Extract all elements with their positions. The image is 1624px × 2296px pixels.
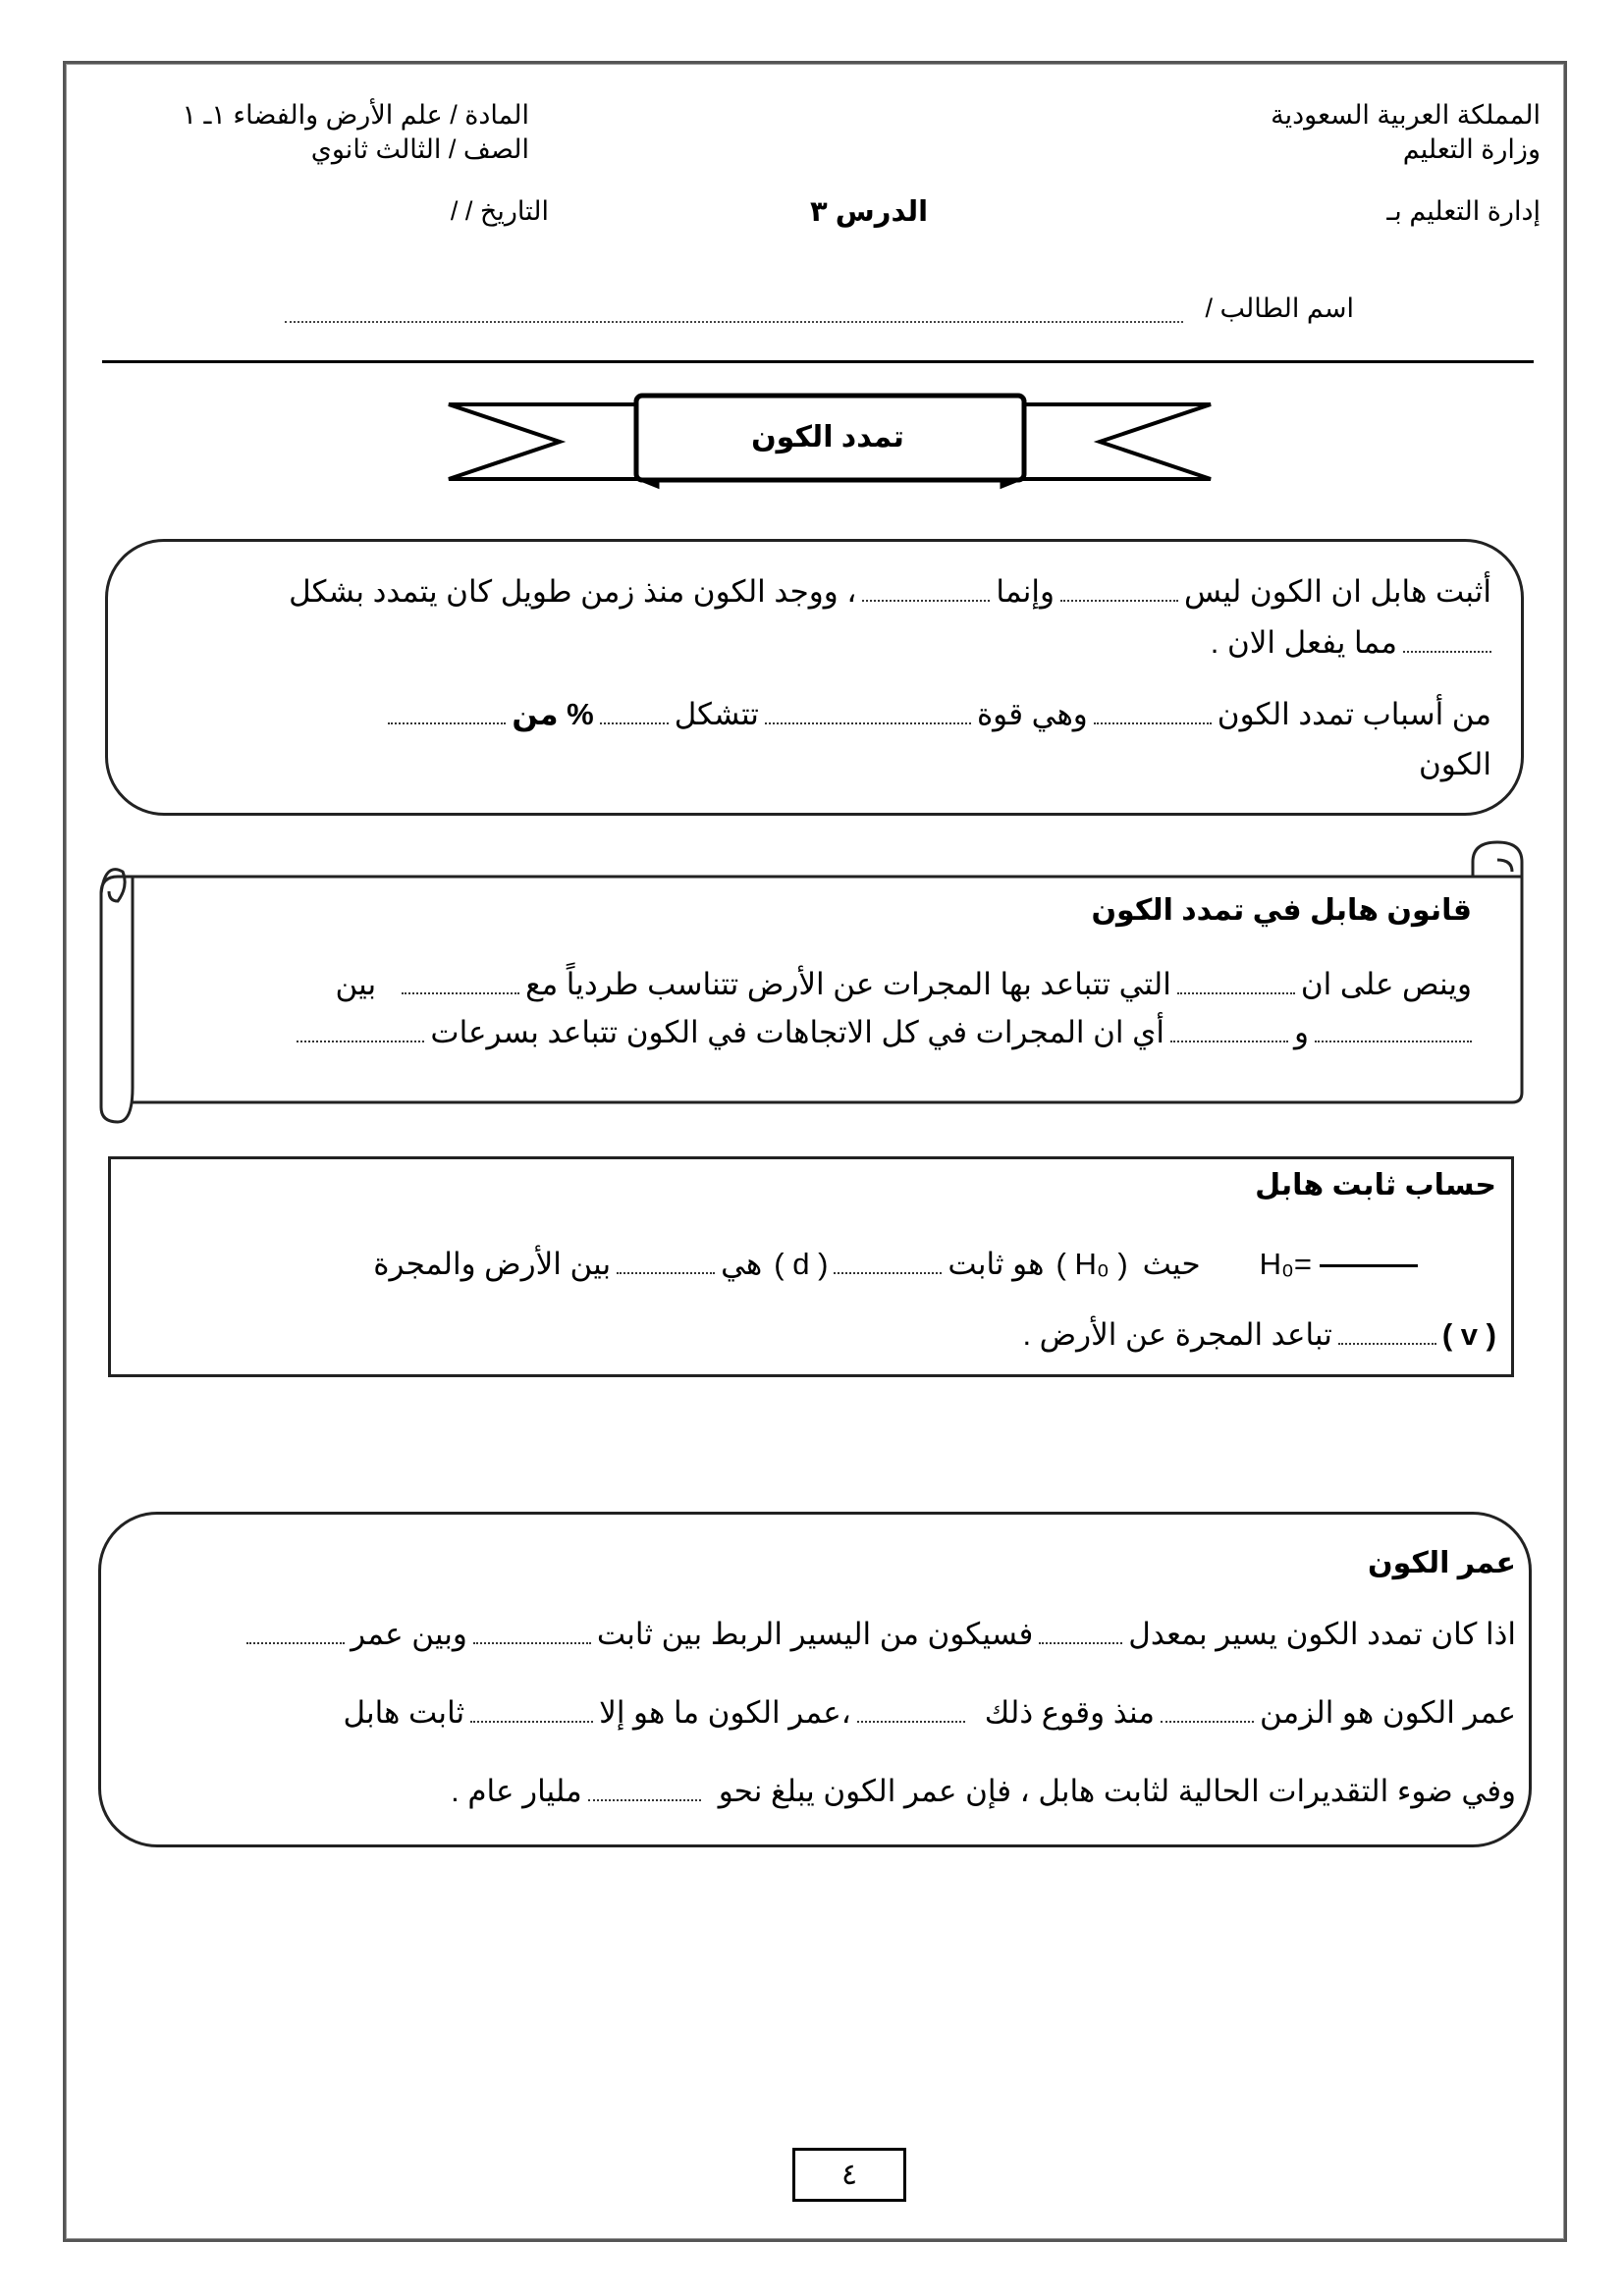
header-grade: الصف / الثالث ثانوي [310, 134, 529, 164]
blank[interactable] [402, 965, 519, 994]
header-kingdom: المملكة العربية السعودية [1271, 100, 1541, 130]
s3-line2: ( v )تباعد المجرة عن الأرض . [1022, 1316, 1496, 1352]
s4-line2: عمر الكون هو الزمنمنذ وقوع ذلك،عمر الكون ما هو إلاثابت هابل [343, 1694, 1516, 1730]
s4-line1: اذا كان تمدد الكون يسير بمعدلفسيكون من اليسير الربط بين ثابتوبين عمر [241, 1615, 1516, 1652]
header-divider [102, 360, 1534, 363]
s1-line4: الكون [1419, 747, 1491, 781]
student-name-field[interactable] [285, 321, 1183, 323]
s1-line2: مما يفعل الان . [1211, 623, 1491, 661]
blank[interactable] [1161, 1693, 1254, 1723]
blank[interactable] [388, 695, 506, 724]
blank[interactable] [1094, 695, 1212, 724]
page-frame [63, 61, 1567, 2242]
universe-age-title: عمر الكون [1367, 1547, 1516, 1579]
blank[interactable] [1170, 1013, 1288, 1042]
blank[interactable] [1177, 965, 1295, 994]
s3-line1: H₀=حيث( H₀ )هو ثابت( d )هيبين الأرض والمجرة [373, 1245, 1418, 1282]
header-administration: إدارة التعليم بـ [1386, 196, 1541, 226]
header-subject: المادة / علم الأرض والفضاء ١ـ ١ [182, 100, 529, 130]
blank[interactable] [600, 695, 669, 724]
blank[interactable] [617, 1245, 715, 1274]
hubble-constant-title: حساب ثابت هابل [1255, 1169, 1496, 1201]
header-date: التاريخ / / [450, 196, 549, 226]
blank[interactable] [1338, 1315, 1436, 1345]
blank[interactable] [1039, 1615, 1122, 1644]
s1-line3: من أسباب تمدد الكونوهي قوةتتشكل% من [382, 695, 1491, 732]
s4-line3: وفي ضوء التقديرات الحالية لثابت هابل ، فإن عمر الكون يبلغ نحومليار عام . [451, 1773, 1516, 1808]
header-ministry: وزارة التعليم [1402, 134, 1541, 164]
s2-line1: وينص على انالتي تتباعد بها المجرات عن الأرض تتناسب طردياً معبين [335, 966, 1472, 1001]
hubble-law-title: قانون هابل في تمدد الكون [1091, 894, 1472, 927]
lesson-number: الدرس ٣ [810, 196, 929, 228]
blank[interactable] [765, 695, 971, 724]
fraction-bar [1320, 1264, 1418, 1267]
blank[interactable] [297, 1013, 424, 1042]
student-name-label: اسم الطالب / [1205, 294, 1354, 323]
blank[interactable] [862, 572, 990, 602]
blank[interactable] [1403, 623, 1491, 653]
s2-line2: وأي ان المجرات في كل الاتجاهات في الكون تتباعد بسرعات [291, 1013, 1472, 1050]
blank[interactable] [473, 1615, 591, 1644]
banner-title: تمدد الكون [751, 421, 904, 454]
s1-line1: أثبت هابل ان الكون ليسوإنما، ووجد الكون منذ زمن طويل كان يتمدد بشكل [289, 573, 1491, 609]
blank[interactable] [1315, 1013, 1472, 1042]
blank[interactable] [1060, 572, 1178, 602]
blank[interactable] [246, 1615, 345, 1644]
blank[interactable] [588, 1772, 701, 1801]
blank[interactable] [857, 1693, 965, 1723]
blank[interactable] [470, 1693, 593, 1723]
blank[interactable] [834, 1245, 942, 1274]
page-number: ٤ [792, 2148, 906, 2202]
